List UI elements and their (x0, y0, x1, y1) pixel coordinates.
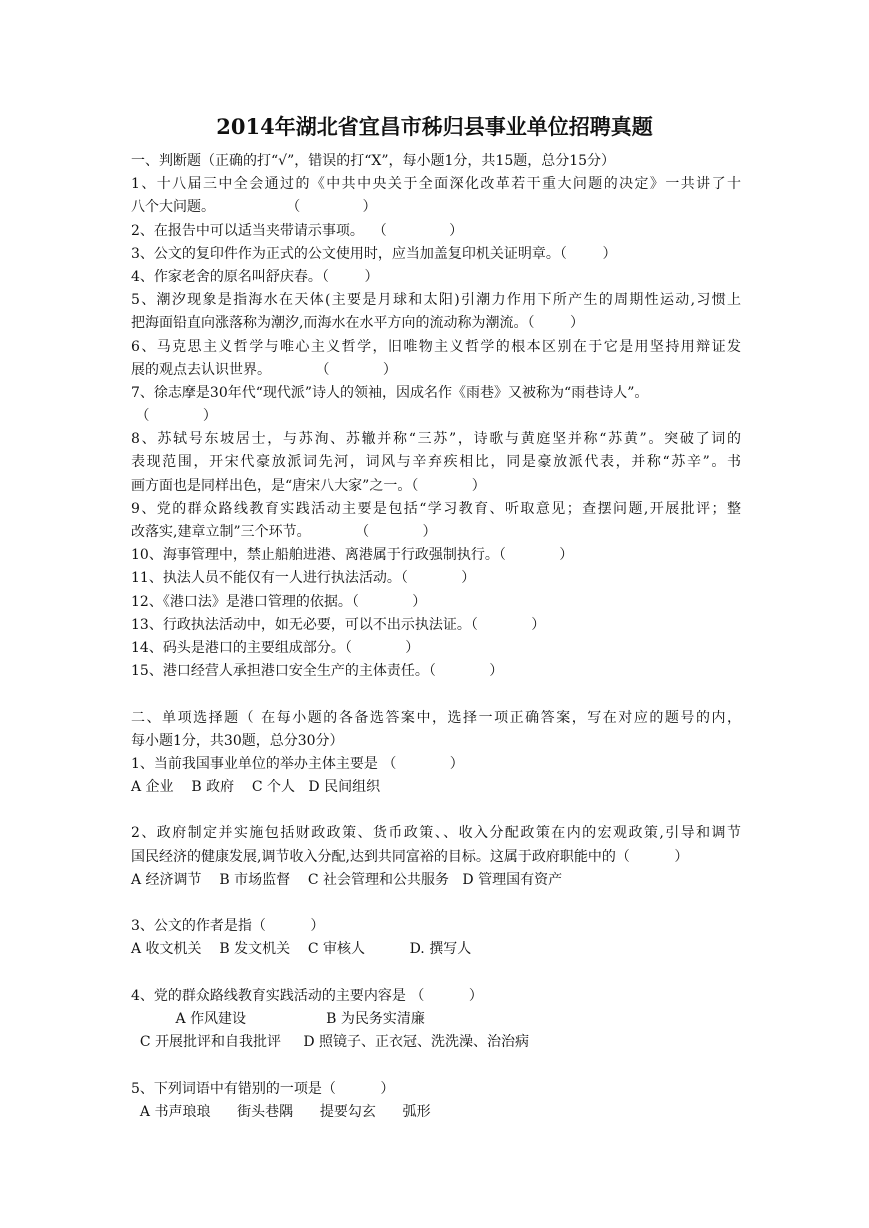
text-line: 7、徐志摩是30年代“现代派”诗人的领袖，因成名作《雨巷》又被称为“雨巷诗人”。 (131, 384, 649, 401)
text-line: 画方面也是同样出色，是“唐宋八大家”之一。（ ） (131, 477, 486, 494)
text-line: 一、判断题（正确的打“√”，错误的打“X”，每小题1分，共15题，总分15分） (131, 153, 616, 169)
text-line: 11、执法人员不能仅有一人进行执法活动。（ ） (131, 570, 476, 587)
text-line: 13、行政执法活动中，如无必要，可以不出示执法证。（ ） (131, 616, 546, 633)
text-line: 1、当前我国事业单位的举办主体主要是 （ ） (131, 755, 464, 772)
text-line: 国民经济的健康发展,调节收入分配,达到共同富裕的目标。这属于政府职能中的（ ） (131, 848, 689, 865)
text-line: 2、政府制定并实施包括财政政策、货币政策、、收入分配政策在内的宏观政策,引导和调节 (131, 825, 741, 842)
text-line: 4、作家老舍的原名叫舒庆春。（ ） (131, 268, 379, 285)
text-line: A 经济调节 B 市场监督 C 社会管理和公共服务 D 管理国有资产 (131, 871, 563, 888)
text-line: A 作风建设 B 为民务实清廉 (131, 1010, 425, 1027)
text-line: C 开展批评和自我批评 D 照镜子、正衣冠、洗洗澡、治治病 (131, 1034, 529, 1051)
blank-line (131, 962, 741, 985)
text-line: 2、在报告中可以适当夹带请示事项。 （ ） (131, 222, 464, 239)
text-line: 八个大问题。 （ ） (131, 199, 377, 216)
text-line: （ ） (131, 408, 217, 425)
text-line: 8、苏轼号东坡居士，与苏洵、苏辙并称“三苏”，诗歌与黄庭坚并称“苏黄”。突破了词的 (131, 431, 741, 448)
text-line: 把海面铅直向涨落称为潮汐,而海水在水平方向的流动称为潮流。（ ） (131, 315, 585, 332)
text-line: 6、马克思主义哲学与唯心主义哲学，旧唯物主义哲学的根本区别在于它是用坚持用辩证发 (131, 338, 741, 355)
text-line: 10、海事管理中，禁止船舶进港、离港属于行政强制执行。（ ） (131, 547, 574, 564)
text-line: 每小题1分，共30题，总分30分） (131, 732, 344, 749)
text-line: 5、下列词语中有错别的一项是（ ） (131, 1080, 395, 1097)
text-line: 9、党的群众路线教育实践活动主要是包括“学习教育、听取意见；查摆问题,开展批评；整 (131, 500, 741, 517)
blank-line (131, 683, 741, 706)
text-line: 改落实,建章立制”三个环节。 （ ） (131, 524, 437, 540)
document-body (131, 150, 741, 1124)
text-line: 3、公文的复印件作为正式的公文使用时，应当加盖复印机关证明章。（ ） (131, 245, 617, 262)
text-line: 1、十八届三中全会通过的《中共中央关于全面深化改革若干重大问题的决定》一共讲了十 (131, 176, 741, 193)
blank-line (131, 799, 741, 822)
text-line: 表现范围，开宋代豪放派词先河，词风与辛弃疾相比，同是豪放派代表，并称“苏辛”。书 (131, 454, 741, 471)
text-line: 12、《港口法》是港口管理的依据。（ ） (131, 593, 427, 610)
text-line: A 书声琅琅 街头巷隅 提要勾玄 弧形 (131, 1103, 431, 1120)
text-line: 14、码头是港口的主要组成部分。（ ） (131, 639, 420, 656)
text-line: 展的观点去认识世界。 （ ） (131, 361, 397, 378)
text-line: 二、单项选择题（ 在每小题的各备选答案中，选择一项正确答案，写在对应的题号的内， (131, 709, 741, 726)
text-line: A 企业 B 政府 C 个人 D 民间组织 (131, 779, 381, 796)
text-line: 5、潮汐现象是指海水在天体(主要是月球和太阳)引潮力作用下所产生的周期性运动,习惯上 (131, 292, 741, 309)
blank-line (131, 1054, 741, 1077)
text-line: A 收文机关 B 发文机关 C 审核人 D. 撰写人 (131, 941, 472, 958)
page-title: 2014年湖北省宜昌市秭归县事业单位招聘真题 (216, 114, 653, 139)
blank-line (131, 892, 741, 915)
text-line: 4、党的群众路线教育实践活动的主要内容是 （ ） (131, 987, 483, 1004)
text-line: 3、公文的作者是指（ ） (131, 918, 325, 935)
text-line: 15、港口经营人承担港口安全生产的主体责任。（ ） (131, 663, 504, 680)
